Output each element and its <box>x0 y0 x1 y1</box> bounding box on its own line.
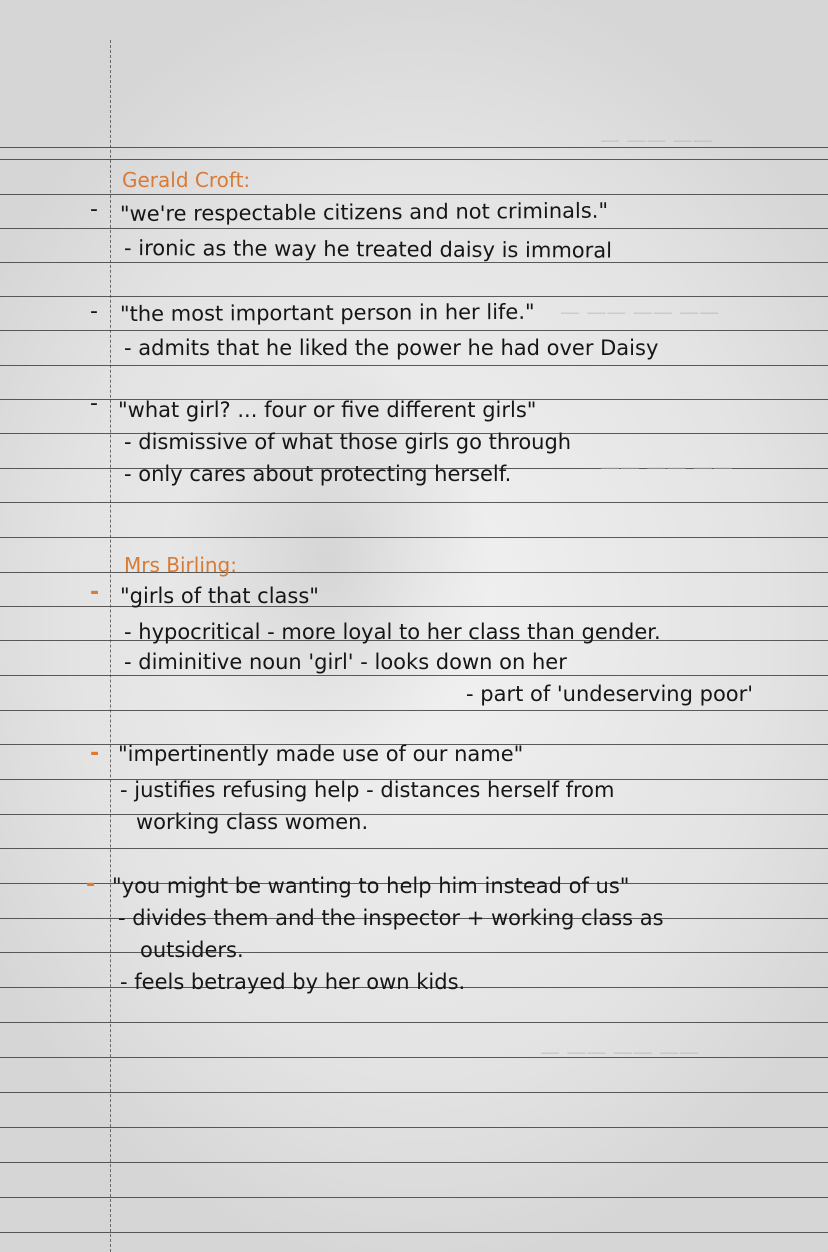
ruled-line <box>0 1162 828 1163</box>
bullet-dash: - <box>90 299 98 324</box>
ruled-line <box>0 1232 828 1233</box>
ruled-line <box>0 1057 828 1058</box>
birling-quote-3: "you might be wanting to help him instead of us" <box>112 874 630 898</box>
birling-note-3b: outsiders. <box>140 938 244 962</box>
bleed-through-mark: — —— —— —— <box>560 300 720 324</box>
birling-note-2b: working class women. <box>136 810 369 834</box>
ruled-line <box>0 710 828 711</box>
birling-note-1b: - diminitive noun 'girl' - looks down on her <box>124 650 567 674</box>
birling-note-1a: - hypocritical - more loyal to her class than gender. <box>124 620 661 644</box>
ruled-line <box>0 330 828 331</box>
bleed-through-mark: —— —— —— <box>600 455 733 479</box>
ruled-line <box>0 1127 828 1128</box>
birling-note-3c: - feels betrayed by her own kids. <box>120 970 466 994</box>
margin-line <box>110 40 111 1252</box>
birling-note-3a: - divides them and the inspector + working class as <box>118 906 664 930</box>
bleed-through-mark: — —— —— <box>600 128 713 152</box>
ruled-line <box>0 228 828 229</box>
gerald-quote-3: "what girl? ... four or five different girls" <box>118 398 537 422</box>
gerald-note-3a: - dismissive of what those girls go through <box>124 430 572 454</box>
ruled-line <box>0 814 828 815</box>
ruled-line <box>0 159 828 160</box>
gerald-note-3b: - only cares about protecting herself. <box>124 462 512 486</box>
bullet-dash: - <box>90 391 98 416</box>
birling-quote-2: "impertinently made use of our name" <box>118 742 524 766</box>
birling-note-1c: - part of 'undeserving poor' <box>466 682 754 706</box>
mrs-birling-heading: Mrs Birling: <box>124 553 237 577</box>
ruled-line <box>0 262 828 263</box>
bullet-dash: - <box>90 197 98 222</box>
ruled-line <box>0 194 828 195</box>
ruled-line <box>0 1022 828 1023</box>
bleed-through-mark: — —— —— —— <box>540 1040 700 1064</box>
gerald-croft-heading: Gerald Croft: <box>122 168 251 192</box>
gerald-note-1: - ironic as the way he treated daisy is immoral <box>124 236 613 263</box>
gerald-quote-1: "we're respectable citizens and not criminals." <box>119 198 609 226</box>
ruled-line <box>0 675 828 676</box>
ruled-line <box>0 296 828 297</box>
gerald-note-2: - admits that he liked the power he had over Daisy <box>124 336 659 360</box>
ruled-line <box>0 848 828 849</box>
ruled-line <box>0 365 828 366</box>
birling-note-2a: - justifies refusing help - distances herself from <box>120 778 615 802</box>
gerald-quote-2: "the most important person in her life." <box>119 299 535 326</box>
bullet-dash: - <box>86 872 96 897</box>
bullet-dash: - <box>90 741 100 766</box>
ruled-line <box>0 537 828 538</box>
ruled-line <box>0 1092 828 1093</box>
bullet-dash: - <box>90 580 100 605</box>
ruled-line <box>0 952 828 953</box>
birling-quote-1: "girls of that class" <box>120 584 319 608</box>
ruled-line <box>0 502 828 503</box>
ruled-line <box>0 1197 828 1198</box>
